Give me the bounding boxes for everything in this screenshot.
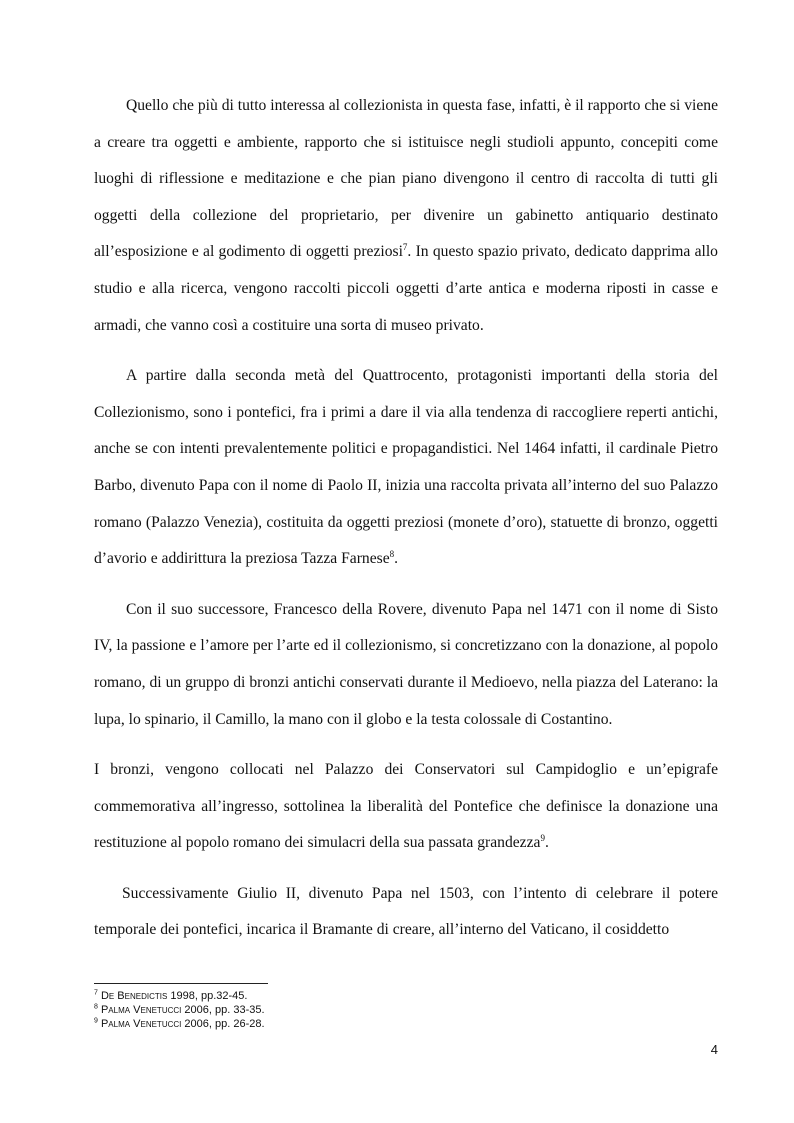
paragraph-1-text-a: Quello che più di tutto interessa al collezionista in questa fase, infatti, è il rapporto che si viene a creare tra oggetti e ambiente, rapporto che si istituisce negli studioli appunto, concepiti come luoghi di riflessione e meditazione e che pian piano divengono il centro di raccolta di tutti gli oggetti della collezione del proprietario, per divenire un gabinetto antiquario destinato all’esposizione e al godimento di oggetti preziosi <box>94 97 718 261</box>
footnote-9 <box>94 1017 494 1031</box>
footnote-ref-9[interactable]: 9 <box>540 833 545 844</box>
paragraph-1 <box>94 88 718 344</box>
footnote-author: Palma Venetucci <box>100 1018 182 1030</box>
paragraph-3 <box>94 592 718 738</box>
paragraph-2-text-b: . <box>394 550 399 568</box>
footnote-ref-7[interactable]: 7 <box>402 242 408 253</box>
page-number: 4 <box>710 1042 718 1057</box>
footnotes <box>94 989 494 1031</box>
footnote-separator <box>94 983 268 984</box>
footnote-author: De Benedictis <box>100 990 168 1002</box>
footnote-number: 7 <box>94 989 98 997</box>
footnote-ref-8[interactable]: 8 <box>389 548 395 559</box>
paragraph-2 <box>94 358 718 578</box>
footnote-citation: 2006, pp. 33-35. <box>181 1004 265 1016</box>
paragraph-5-text: Successivamente Giulio II, divenuto Papa nel 1503, con l’intento di celebrare il potere temporale dei pontefici, incarica il Bramante di creare, all’interno del Vaticano, il cosiddetto <box>94 884 718 939</box>
footnote-number: 9 <box>94 1017 98 1025</box>
paragraph-4 <box>94 752 718 862</box>
paragraph-2-text-a: A partire dalla seconda metà del Quattrocento, protagonisti importanti della storia del Collezionismo, sono i pontefici, fra i primi a dare il via alla tendenza di raccogliere reperti antichi, anche se con intenti prevalentemente politici e propagandistici. Nel 1464 infatti, il cardinale Pietro Barbo, divenuto Papa con il nome di Paolo II, inizia una raccolta privata all’interno del suo Palazzo romano (Palazzo Venezia), costituita da oggetti preziosi (monete d’oro), statuette di bronzo, oggetti d’avorio e addirittura la preziosa Tazza Farnese <box>94 367 718 568</box>
footnote-7 <box>94 989 494 1003</box>
paragraph-5 <box>94 876 718 949</box>
body-text <box>94 88 718 963</box>
paragraph-4-text-b: . <box>544 834 549 852</box>
footnote-number: 8 <box>94 1003 98 1011</box>
paragraph-1-text-b: . In questo spazio privato, dedicato dapprima allo studio e alla ricerca, vengono raccolti piccoli oggetti d’arte antica e moderna riposti in casse e armadi, che vanno così a costituire una sorta di museo privato. <box>94 243 718 334</box>
paragraph-4-text-a: I bronzi, vengono collocati nel Palazzo dei Conservatori sul Campidoglio e un’epigrafe commemorativa all’ingresso, sottolinea la liberalità del Pontefice che definisce la donazione una restituzione al popolo romano dei simulacri della sua passata grandezza <box>94 761 718 852</box>
footnote-citation: 2006, pp. 26-28. <box>181 1018 265 1030</box>
footnote-8 <box>94 1003 494 1017</box>
paragraph-3-text: Con il suo successore, Francesco della Rovere, divenuto Papa nel 1471 con il nome di Sisto IV, la passione e l’amore per l’arte ed il collezionismo, si concretizzano con la donazione, al popolo romano, di un gruppo di bronzi antichi conservati durante il Medioevo, nella piazza del Laterano: la lupa, lo spinario, il Camillo, la mano con il globo e la testa colossale di Costantino. <box>94 600 718 728</box>
footnote-citation: 1998, pp.32-45. <box>167 990 248 1002</box>
footnote-author: Palma Venetucci <box>100 1004 182 1016</box>
